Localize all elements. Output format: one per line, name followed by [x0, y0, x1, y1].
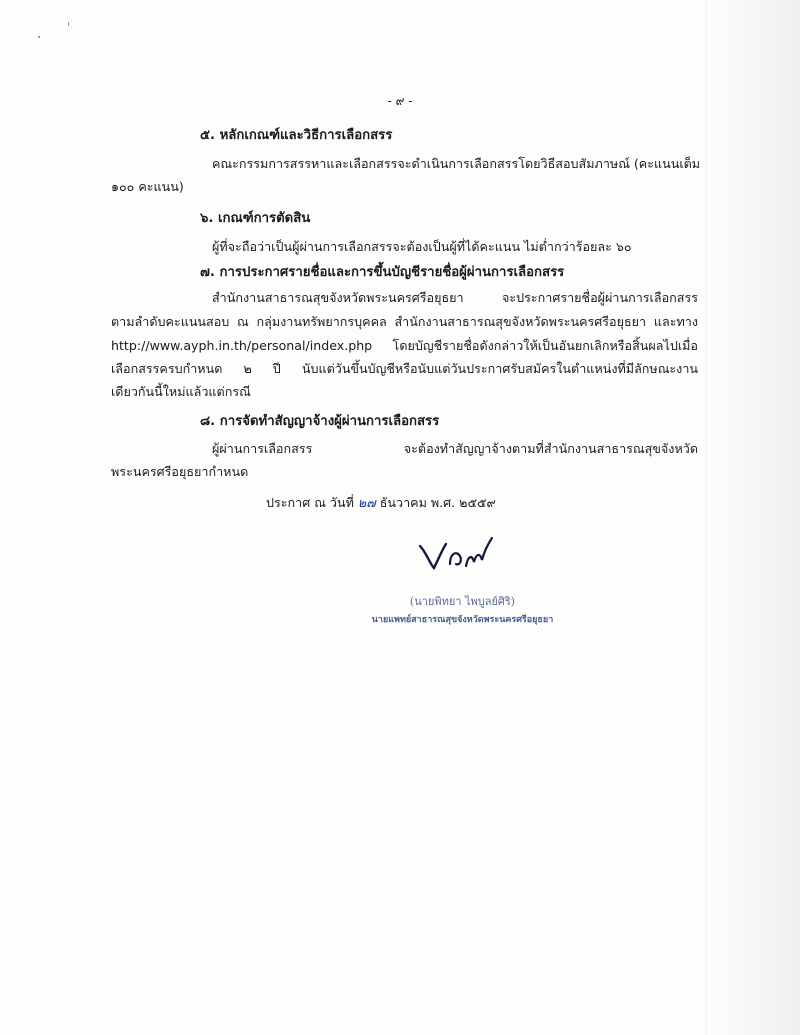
section-7-line-4: เลือกสรรครบกำหนด ๒ ปี นับแต่วันขึ้นบัญชีหรือนับแต่วันประกาศรับสมัครในตำแหน่งที่มีลักษณะงาน	[111, 361, 698, 376]
scan-speck	[38, 36, 40, 38]
announcement-day-handwritten: ๒๗	[357, 495, 376, 510]
section-8-line-1: ผู้ผ่านการเลือกสรร จะต้องทำสัญญาจ้างตามที่สำนักงานสาธารณสุขจังหวัด	[212, 441, 698, 456]
scan-speck	[68, 22, 69, 26]
section-6-heading: ๖. เกณฑ์การตัดสิน	[200, 211, 311, 226]
section-6-line-1: ผู้ที่จะถือว่าเป็นผู้ผ่านการเลือกสรรจะต้องเป็นผู้ที่ได้คะแนน ไม่ต่ำกว่าร้อยละ ๖๐	[212, 239, 632, 254]
section-5-line-2: ๑๐๐ คะแนน)	[111, 179, 184, 194]
signatory-name: (นายพิทยา ไพบูลย์ศิริ)	[409, 595, 516, 608]
section-8-heading: ๘. การจัดทำสัญญาจ้างผู้ผ่านการเลือกสรร	[200, 414, 440, 429]
section-5-heading: ๕. หลักเกณฑ์และวิธีการเลือกสรร	[200, 128, 393, 143]
scan-edge-line	[706, 0, 707, 1035]
scan-edge-shadow	[705, 0, 800, 1035]
section-8-line-2: พระนครศรีอยุธยากำหนด	[111, 464, 249, 479]
section-5-line-1: คณะกรรมการสรรหาและเลือกสรรจะดำเนินการเลือกสรรโดยวิธีสอบสัมภาษณ์ (คะแนนเต็ม	[212, 156, 701, 171]
page-number: - ๙ -	[387, 94, 413, 108]
signatory-title: นายแพทย์สาธารณสุขจังหวัดพระนครศรีอยุธยา	[371, 615, 554, 625]
announcement-prefix: ประกาศ ณ วันที่	[266, 495, 354, 510]
section-7-line-5: เดียวกันนี้ใหม่แล้วแต่กรณี	[111, 384, 251, 399]
section-7-line-3: http://www.ayph.in.th/personal/index.php โดยบัญชีรายชื่อดังกล่าวให้เป็นอันยกเลิกหรือสิ้นผลไปเมื่อ	[111, 338, 698, 353]
announcement-date	[266, 494, 496, 512]
section-7-line-1: สำนักงานสาธารณสุขจังหวัดพระนครศรีอยุธยา จะประกาศรายชื่อผู้ผ่านการเลือกสรร	[212, 290, 698, 305]
section-7-line-2: ตามลำดับคะแนนสอบ ณ กลุ่มงานทรัพยากรบุคคล สำนักงานสาธารณสุขจังหวัดพระนครศรีอยุธยา และทาง	[111, 314, 698, 329]
signature-mark	[416, 534, 498, 576]
section-7-heading: ๗. การประกาศรายชื่อและการขึ้นบัญชีรายชื่อผู้ผ่านการเลือกสรร	[200, 265, 565, 280]
announcement-suffix: ธันวาคม พ.ศ. ๒๕๕๙	[379, 495, 496, 510]
